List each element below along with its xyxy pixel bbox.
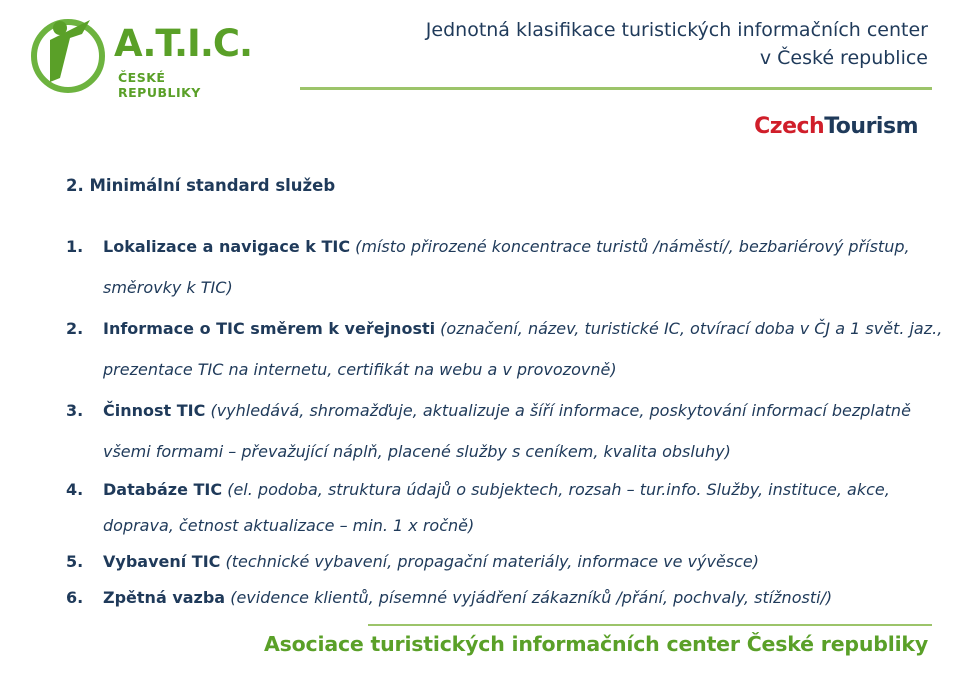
czechtourism-part1: Czech <box>754 114 825 139</box>
list-item-heading: Lokalizace a navigace k TIC <box>103 237 351 256</box>
list-item-4 <box>66 472 946 544</box>
list-item-detail: (evidence klientů, písemné vyjádření zákazníků /přání, pochvaly, stížnosti/) <box>225 588 833 607</box>
list-item-number: 2. <box>66 319 84 338</box>
list-item-3 <box>66 390 946 472</box>
list-item-heading: Informace o TIC směrem k veřejnosti <box>103 319 436 338</box>
list-item-5 <box>66 544 946 580</box>
footer-divider <box>368 624 932 626</box>
footer-text: Asociace turistických informačních center České republiky <box>263 632 928 656</box>
atic-logo-text: A.T.I.C. <box>114 22 253 65</box>
atic-logo <box>30 8 253 100</box>
header-title-line2: v České republice <box>759 47 928 69</box>
list-item-2 <box>66 308 946 390</box>
atic-logo-icon <box>30 8 110 98</box>
list-item-number: 4. <box>66 480 84 499</box>
standards-list <box>66 226 946 616</box>
list-item-1 <box>66 226 946 308</box>
atic-logo-subtext: ČESKÉ REPUBLIKY <box>118 70 201 100</box>
czechtourism-logo <box>754 114 918 139</box>
list-item-detail: (označení, název, turistické IC, otvírací doba v ČJ a 1 svět. jaz., prezentace TIC na internetu, certifikát na webu a v provozovně) <box>103 319 943 379</box>
list-item-number: 5. <box>66 552 84 571</box>
header-title-line1: Jednotná klasifikace turistických informačních center <box>425 19 928 41</box>
list-item-number: 1. <box>66 237 84 256</box>
list-item-heading: Databáze TIC <box>103 480 223 499</box>
list-item-number: 3. <box>66 401 84 420</box>
czechtourism-part2: Tourism <box>824 114 918 139</box>
page-header-title <box>426 16 928 72</box>
list-item-detail: (el. podoba, struktura údajů o subjektech, rozsah – tur.info. Služby, instituce, akce, doprava, četnost aktualizace – min. 1 x ročně) <box>103 480 890 535</box>
section-title: 2. Minimální standard služeb <box>66 176 336 195</box>
list-item-6 <box>66 580 946 616</box>
list-item-detail: (technické vybavení, propagační materiály, informace ve vývěsce) <box>220 552 759 571</box>
list-item-heading: Vybavení TIC <box>103 552 221 571</box>
list-item-detail: (vyhledává, shromažďuje, aktualizuje a šíří informace, poskytování informací bezplatně všemi formami – převažující náplň, placené služby s ceníkem, kvalita obsluhy) <box>103 401 911 461</box>
list-item-number: 6. <box>66 588 84 607</box>
header-divider <box>300 87 932 90</box>
main-content <box>66 168 946 616</box>
list-item-heading: Zpětná vazba <box>103 588 226 607</box>
list-item-detail: (místo přirozené koncentrace turistů /náměstí/, bezbariérový přístup, směrovky k TIC) <box>103 237 910 297</box>
list-item-heading: Činnost TIC <box>103 401 206 420</box>
